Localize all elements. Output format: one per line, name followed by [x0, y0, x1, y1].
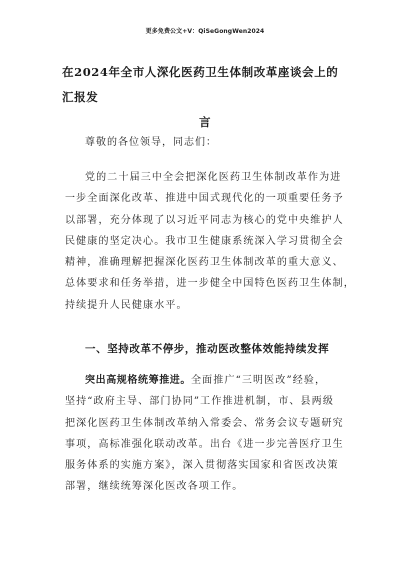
paragraph-1-line: 一步全面深化改革、推进中国式现代化的一项重要任务予	[65, 193, 344, 205]
title-line-2: 言	[198, 115, 212, 129]
paragraph-1-line: 党的二十届三中全会把深化医药卫生体制改革作为进	[85, 172, 342, 183]
paragraph-2	[65, 370, 355, 498]
paragraph-1-line: 持续提升人民健康水平。	[65, 299, 188, 311]
paragraph-1-line: 总体要求和任务举措，进一步健全中国特色医药卫生体制，	[65, 278, 355, 290]
paragraph-2-first-rest: 全面推广“三明医改”经验，	[191, 375, 327, 386]
paragraph-2-line: 把深化医药卫生体制改革纳入常委会、常务会议专题研究	[65, 417, 344, 429]
paragraph-2-line: 事项，高标准强化联动改革。出台《进一步完善医疗卫生	[65, 438, 344, 450]
paragraph-1-line: 民健康的坚定决心。我市卫生健康系统深入学习贯彻全会	[65, 235, 344, 247]
paragraph-2-line: 服务体系的实施方案》，深入贯彻落实国家和省医改决策	[65, 460, 339, 472]
title-line-1: 在2024年全市人深化医药卫生体制改革座谈会上的汇报发	[62, 65, 339, 104]
paragraph-2-first-line	[65, 370, 355, 391]
watermark-text: 更多免费公文+V：QiSeGongWen2024	[145, 28, 265, 35]
salutation: 尊敬的各位领导，同志们：	[85, 137, 217, 148]
paragraph-1-line: 精神，准确理解把握深化医药卫生体制改革的重大意义、	[65, 257, 344, 269]
paragraph-2-line: 坚持“政府主导、部门协同”工作推进机制，市、县两级	[65, 396, 334, 408]
document-title	[62, 60, 348, 135]
section-heading-1: 一、坚持改革不停步，推动医改整体效能持续发挥	[85, 343, 330, 355]
paragraph-1-line: 以部署，充分体现了以习近平同志为核心的党中央维护人	[65, 214, 344, 226]
paragraph-2-line: 部署，继续统筹深化医改各项工作。	[65, 481, 244, 493]
paragraph-2-lead: 突出高规格统筹推进。	[85, 375, 191, 386]
paragraph-1	[65, 167, 355, 316]
